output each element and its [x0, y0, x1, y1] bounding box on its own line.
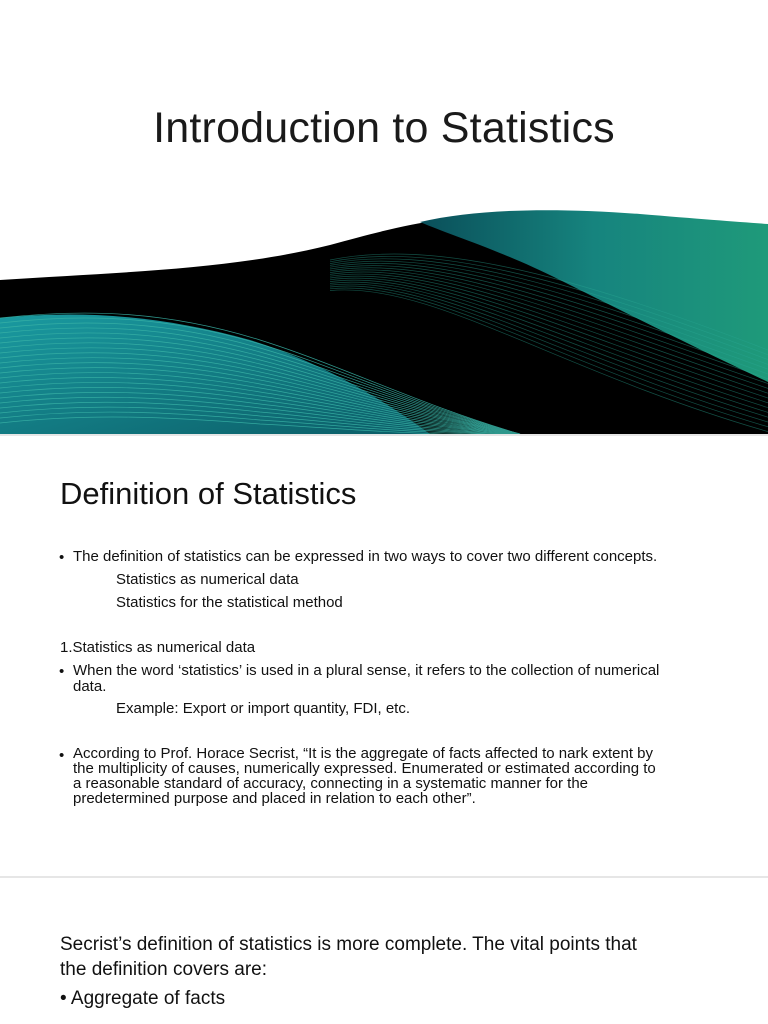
bullet-symbol: • — [59, 663, 65, 680]
text-line: Secrist’s definition of statistics is more complete. The vital points that — [60, 934, 637, 955]
quote-line: According to Prof. Horace Secrist, “It is the aggregate of facts affected to nark extent by — [73, 745, 654, 762]
quote-line: the multiplicity of causes, numerically expressed. Enumerated or estimated according to — [73, 760, 656, 777]
concept-item: Statistics for the statistical method — [116, 594, 343, 611]
plural-bullet-line: When the word ‘statistics’ is used in a plural sense, it refers to the collection of numerical — [73, 662, 660, 679]
bullet-symbol: • — [59, 747, 65, 764]
title-slide — [0, 0, 768, 434]
quote-line: a reasonable standard of accuracy, connecting in a systematic manner for the — [73, 775, 589, 792]
bullet-text: Aggregate of facts — [70, 988, 226, 1009]
slide-text — [60, 932, 740, 982]
plural-bullet-line: data. — [73, 678, 107, 695]
intro-bullet: The definition of statistics can be expressed in two ways to cover two different concepts. — [73, 548, 658, 565]
slide-title: Introduction to Statistics — [153, 104, 615, 152]
secrist-slide — [0, 878, 768, 1024]
bullet-symbol: • — [59, 549, 65, 566]
slide-title: Definition of Statistics — [60, 476, 357, 511]
quote-line: predetermined purpose and placed in relation to each other”. — [73, 790, 476, 807]
definition-slide — [0, 436, 768, 876]
wave-graphic — [0, 200, 768, 434]
concept-item: Statistics as numerical data — [116, 571, 299, 588]
example-text: Example: Export or import quantity, FDI, etc. — [116, 700, 410, 717]
section-heading: 1.Statistics as numerical data — [60, 639, 256, 656]
bullet-symbol: • — [60, 988, 67, 1009]
text-line: the definition covers are: — [60, 959, 268, 980]
bullet-item — [60, 988, 225, 1010]
